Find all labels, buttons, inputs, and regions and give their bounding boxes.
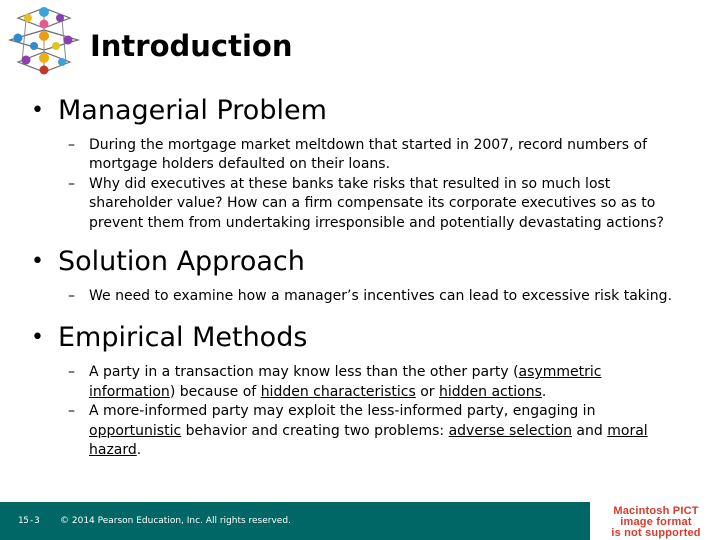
placeholder-line: Macintosh PICT [613,505,699,517]
copyright-notice: © 2014 Pearson Education, Inc. All rights reserved. [60,516,291,526]
text-run: A party in a transaction may know less than the other party ( [89,364,519,381]
placeholder-line: image format [620,516,692,528]
sub-bullet: – Why did executives at these banks take risks that resulted in so much lost shareholder value? How can a firm compensate its corporate executives so as to prevent them from undertaking irresponsible and potentially devastating actions? [68,175,664,231]
slide-number: 15-3 [18,516,40,526]
sub-bullet-text: During the mortgage market meltdown that started in 2007, record numbers of mortgage holders defaulted on their loans. [89,137,648,173]
text-run: ) because of [169,383,261,400]
sub-bullet: – We need to examine how a manager’s incentives can lead to excessive risk taking. [68,288,673,305]
term-hidden-characteristics: hidden characteristics [260,383,416,400]
sub-bullet-list [0,136,720,233]
term-asymmetric-information: asymmetric information [89,364,602,400]
text-run: . [136,442,142,459]
bullet-heading: • Solution Approach [0,243,720,281]
sub-bullet: – During the mortgage market meltdown that started in 2007, record numbers of mortgage holders defaulted on their loans. [68,137,648,173]
term-opportunistic: opportunistic [89,422,182,439]
placeholder-line: is not supported [611,527,701,539]
sub-bullet: – A more-informed party may exploit the less-informed party, engaging in opportunistic behavior and creating two problems: adverse selection and moral hazard. [68,403,648,459]
footer-bar [0,502,590,540]
term-adverse-selection: adverse selection [448,422,572,439]
slide-content [0,92,720,460]
text-run: behavior and creating two problems: [181,422,449,439]
sub-bullet-text: Why did executives at these banks take risks that resulted in so much lost shareholder value? How can a firm compensate its corporate executives so as to prevent them from undertaking irresponsible and potentially devastating actions? [89,175,664,231]
term-moral-hazard: moral hazard [89,422,648,459]
unsupported-image-placeholder [592,502,720,540]
sub-bullet: – A party in a transaction may know less than the other party (asymmetric information) because of hidden characteristics or hidden actions. [68,364,602,400]
bullet-heading: • Managerial Problem [0,92,720,130]
text-run: or [415,383,439,400]
slide-title: Introduction [90,29,293,63]
bullet-heading: • Empirical Methods [0,319,720,357]
text-run: A more-informed party may exploit the less-informed party, engaging in [89,403,596,420]
term-hidden-actions: hidden actions [439,383,542,400]
sub-bullet-list [0,287,720,306]
text-run: and [571,422,608,439]
molecule-logo-icon [4,2,84,78]
sub-bullet-text: We need to examine how a manager’s incentives can lead to excessive risk taking. [89,288,673,305]
text-run: . [541,383,547,400]
sub-bullet-list [0,363,720,460]
